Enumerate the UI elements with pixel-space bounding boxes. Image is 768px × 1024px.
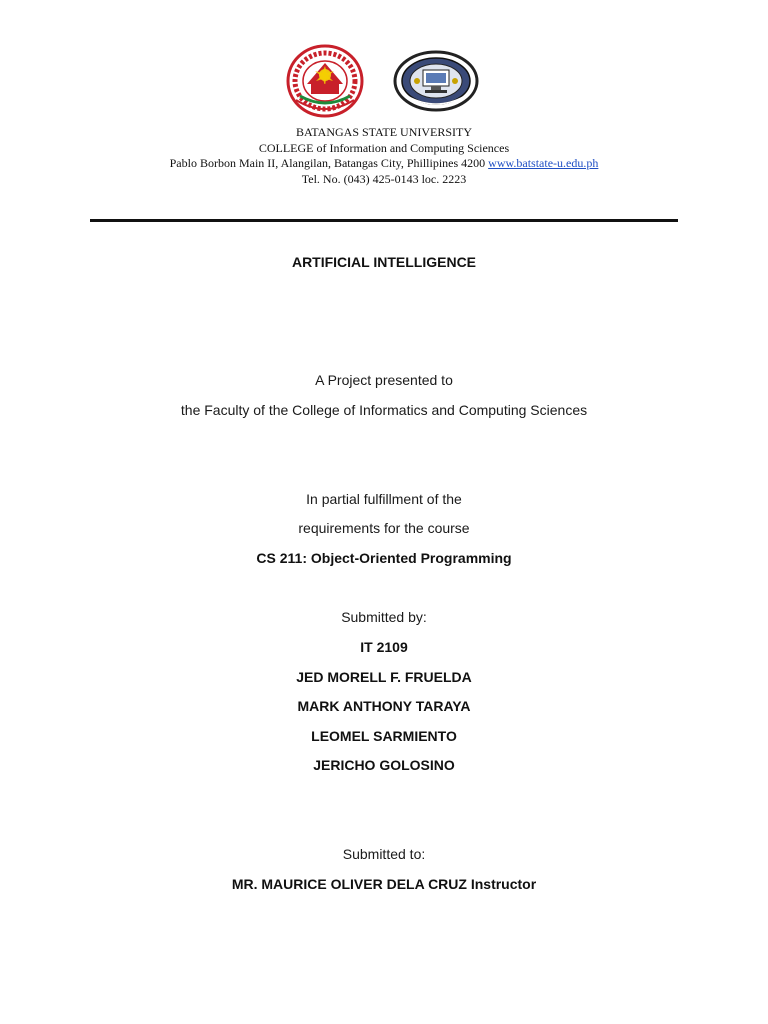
document-title: ARTIFICIAL INTELLIGENCE <box>291 254 477 270</box>
college-seal-icon <box>393 50 479 112</box>
fulfillment-line-2: requirements for the course <box>298 520 470 536</box>
course-name: CS 211: Object-Oriented Programming <box>256 550 512 566</box>
presentation-line-2: the Faculty of the College of Informatics and Computing Sciences <box>180 402 588 418</box>
presentation-line-1: A Project presented to <box>315 372 453 388</box>
university-name: BATANGAS STATE UNIVERSITY <box>295 125 473 139</box>
university-seal-icon <box>286 44 364 118</box>
address-line <box>0 156 768 172</box>
college-name: COLLEGE of Information and Computing Sciences <box>258 140 510 155</box>
address-text: Pablo Borbon Main II, Alangilan, Batangas City, Phillipines 4200 <box>169 156 486 170</box>
member-name: MARK ANTHONY TARAYA <box>297 698 471 714</box>
member-name: JED MORELL F. FRUELDA <box>296 669 472 685</box>
submitted-to-label: Submitted to: <box>342 846 426 862</box>
website-link[interactable]: www.batstate-u.edu.ph <box>488 156 599 170</box>
letterhead <box>0 125 768 187</box>
phone-line: Tel. No. (043) 425-0143 loc. 2223 <box>301 171 467 186</box>
section-code: IT 2109 <box>360 639 408 655</box>
member-name: LEOMEL SARMIENTO <box>311 728 457 744</box>
header-divider <box>90 219 678 222</box>
fulfillment-line-1: In partial fulfillment of the <box>306 491 462 507</box>
submitted-by-label: Submitted by: <box>341 609 427 625</box>
logo-row <box>0 44 768 118</box>
member-name: JERICHO GOLOSINO <box>313 757 455 773</box>
instructor-name: MR. MAURICE OLIVER DELA CRUZ Instructor <box>231 876 537 892</box>
